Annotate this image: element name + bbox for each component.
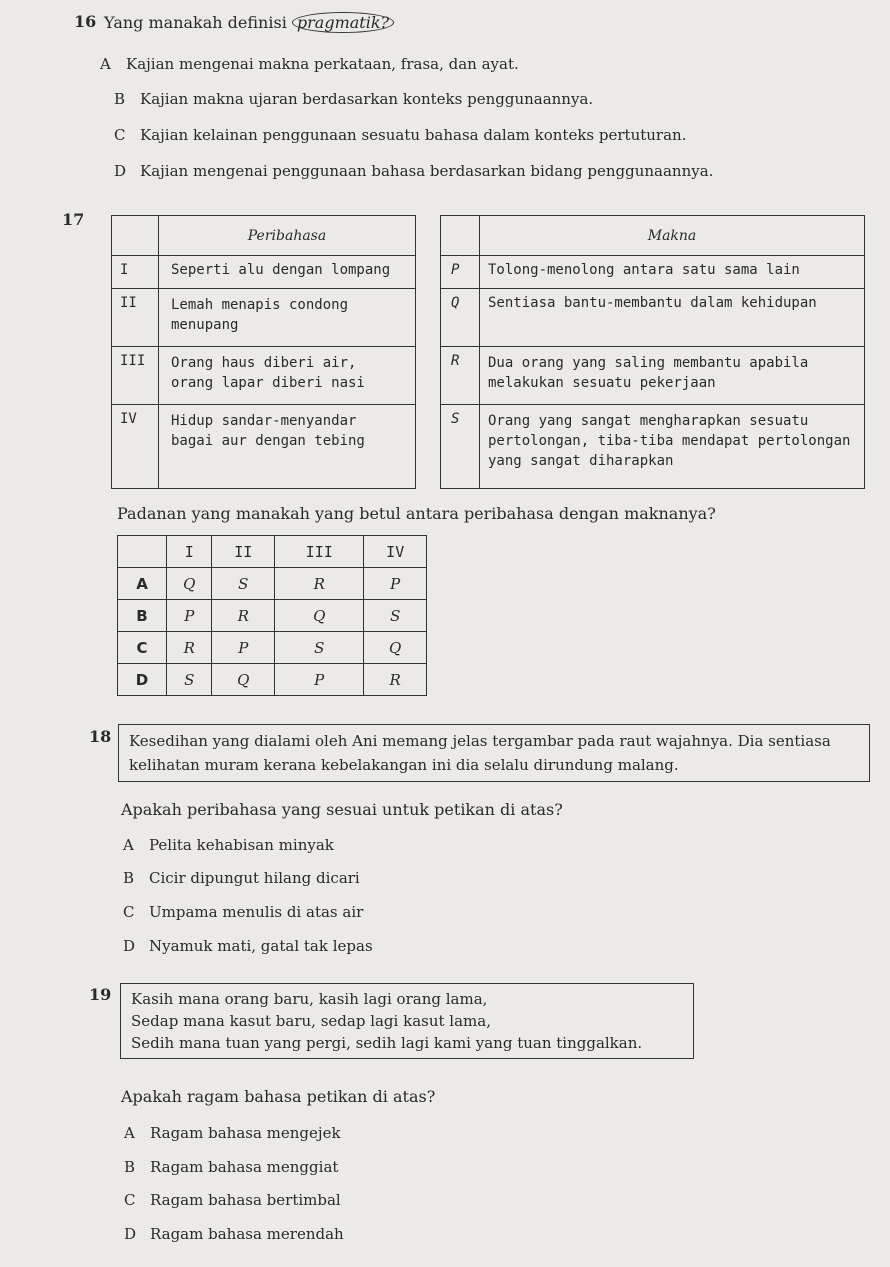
q19-passage-line-3: Sedih mana tuan yang pergi, sedih lagi kami yang tuan tinggalkan.: [131, 1034, 643, 1052]
option-text: Kajian mengenai makna perkataan, frasa, dan ayat.: [126, 55, 519, 73]
option-text: Ragam bahasa mengejek: [150, 1124, 341, 1142]
option-letter: D: [114, 162, 127, 180]
answer-cell: P: [167, 600, 212, 632]
option-text: Umpama menulis di atas air: [149, 903, 364, 921]
q18-number: 18: [89, 727, 112, 746]
answer-cell: S: [212, 568, 275, 600]
makna-header: Makna: [480, 216, 865, 256]
peribahasa-text-4: Hidup sandar-menyandar bagai aur dengan tebing: [159, 405, 416, 489]
answer-cell: R: [212, 600, 275, 632]
peribahasa-text-3: Orang haus diberi air, orang lapar diberi nasi: [159, 347, 416, 405]
answer-cell: Q: [212, 664, 275, 696]
makna-table-corner: [441, 216, 480, 256]
q16-stem-prefix: Yang manakah definisi: [104, 13, 287, 32]
option-letter: B: [124, 1158, 136, 1176]
q18-option-b[interactable]: [123, 869, 360, 887]
q18-passage-box: [118, 724, 870, 782]
answer-cell: Q: [167, 568, 212, 600]
option-text: Pelita kehabisan minyak: [149, 836, 334, 854]
q19-option-a[interactable]: [124, 1124, 341, 1142]
makna-text-p: Tolong-menolong antara satu sama lain: [480, 256, 865, 289]
answer-cell: P: [275, 664, 364, 696]
option-letter: A: [123, 836, 134, 854]
answer-col-header: I: [167, 536, 212, 568]
makna-key-s: S: [441, 405, 480, 489]
makna-text-r: Dua orang yang saling membantu apabila melakukan sesuatu pekerjaan: [480, 347, 865, 405]
answer-row-label: A: [118, 568, 167, 600]
peribahasa-text-2: Lemah menapis condong menupang: [159, 289, 416, 347]
makna-text-q: Sentiasa bantu-membantu dalam kehidupan: [480, 289, 865, 347]
peribahasa-key-4: IV: [112, 405, 159, 489]
option-text: Cicir dipungut hilang dicari: [149, 869, 360, 887]
answer-col-header: III: [275, 536, 364, 568]
answer-col-header: IV: [364, 536, 427, 568]
peribahasa-table-corner: [112, 216, 159, 256]
q16-option-b[interactable]: [114, 90, 593, 108]
answer-cell: Q: [364, 632, 427, 664]
answer-cell: Q: [275, 600, 364, 632]
option-letter: C: [123, 903, 135, 921]
peribahasa-table: [111, 215, 416, 489]
q18-option-a[interactable]: [123, 836, 334, 854]
option-letter: D: [123, 937, 136, 955]
answer-row-a[interactable]: [118, 568, 427, 600]
answer-cell: R: [275, 568, 364, 600]
q18-option-d[interactable]: [123, 937, 373, 955]
q16-option-a[interactable]: [100, 55, 519, 73]
answer-cell: P: [364, 568, 427, 600]
q18-passage-line-1: Kesedihan yang dialami oleh Ani memang jelas tergambar pada raut wajahnya. Dia sentiasa: [129, 732, 831, 750]
q16-number: 16: [74, 12, 97, 31]
answer-row-c[interactable]: [118, 632, 427, 664]
option-letter: D: [124, 1225, 137, 1243]
option-text: Nyamuk mati, gatal tak lepas: [149, 937, 373, 955]
answer-cell: S: [167, 664, 212, 696]
q19-option-d[interactable]: [124, 1225, 344, 1243]
option-text: Kajian mengenai penggunaan bahasa berdasarkan bidang penggunaannya.: [140, 162, 714, 180]
q16-option-c[interactable]: [114, 126, 686, 144]
q19-passage-line-2: Sedap mana kasut baru, sedap lagi kasut lama,: [131, 1012, 491, 1030]
option-letter: C: [124, 1191, 136, 1209]
q19-option-c[interactable]: [124, 1191, 341, 1209]
q17-answer-table: [117, 535, 427, 696]
peribahasa-key-3: III: [112, 347, 159, 405]
q19-option-b[interactable]: [124, 1158, 338, 1176]
q16-stem: [104, 12, 394, 33]
option-text: Kajian kelainan penggunaan sesuatu bahasa dalam konteks pertuturan.: [140, 126, 687, 144]
option-letter: A: [124, 1124, 135, 1142]
answer-row-d[interactable]: [118, 664, 427, 696]
q18-option-c[interactable]: [123, 903, 363, 921]
peribahasa-text-1: Seperti alu dengan lompang: [159, 256, 416, 289]
makna-text-s: Orang yang sangat mengharapkan sesuatu pertolongan, tiba-tiba mendapat pertolongan yang sangat diharapkan: [480, 405, 865, 489]
answer-cell: P: [212, 632, 275, 664]
peribahasa-key-1: I: [112, 256, 159, 289]
peribahasa-key-2: II: [112, 289, 159, 347]
option-text: Kajian makna ujaran berdasarkan konteks penggunaannya.: [140, 90, 594, 108]
q17-number: 17: [62, 210, 85, 229]
answer-cell: S: [275, 632, 364, 664]
q18-question: Apakah peribahasa yang sesuai untuk petikan di atas?: [121, 800, 563, 819]
answer-col-header: II: [212, 536, 275, 568]
option-text: Ragam bahasa bertimbal: [150, 1191, 341, 1209]
option-letter: B: [123, 869, 135, 887]
option-text: Ragam bahasa merendah: [150, 1225, 344, 1243]
q19-question: Apakah ragam bahasa petikan di atas?: [121, 1087, 436, 1106]
option-letter: B: [114, 90, 126, 108]
answer-row-b[interactable]: [118, 600, 427, 632]
makna-table: [440, 215, 865, 489]
makna-key-q: Q: [441, 289, 480, 347]
answer-cell: R: [167, 632, 212, 664]
option-letter: A: [100, 55, 111, 73]
q18-passage-line-2: kelihatan muram kerana kebelakangan ini dia selalu dirundung malang.: [129, 756, 679, 774]
answer-row-label: D: [118, 664, 167, 696]
answer-cell: R: [364, 664, 427, 696]
q19-passage-box: [120, 983, 694, 1059]
q19-number: 19: [89, 985, 112, 1004]
option-letter: C: [114, 126, 126, 144]
peribahasa-header: Peribahasa: [159, 216, 416, 256]
answer-table-corner: [118, 536, 167, 568]
q16-stem-term: pragmatik?: [292, 12, 394, 33]
makna-key-p: P: [441, 256, 480, 289]
q16-option-d[interactable]: [114, 162, 713, 180]
q19-passage-line-1: Kasih mana orang baru, kasih lagi orang lama,: [131, 990, 488, 1008]
makna-key-r: R: [441, 347, 480, 405]
answer-row-label: B: [118, 600, 167, 632]
q17-question: Padanan yang manakah yang betul antara peribahasa dengan maknanya?: [117, 504, 716, 523]
option-text: Ragam bahasa menggiat: [150, 1158, 339, 1176]
answer-cell: S: [364, 600, 427, 632]
answer-row-label: C: [118, 632, 167, 664]
